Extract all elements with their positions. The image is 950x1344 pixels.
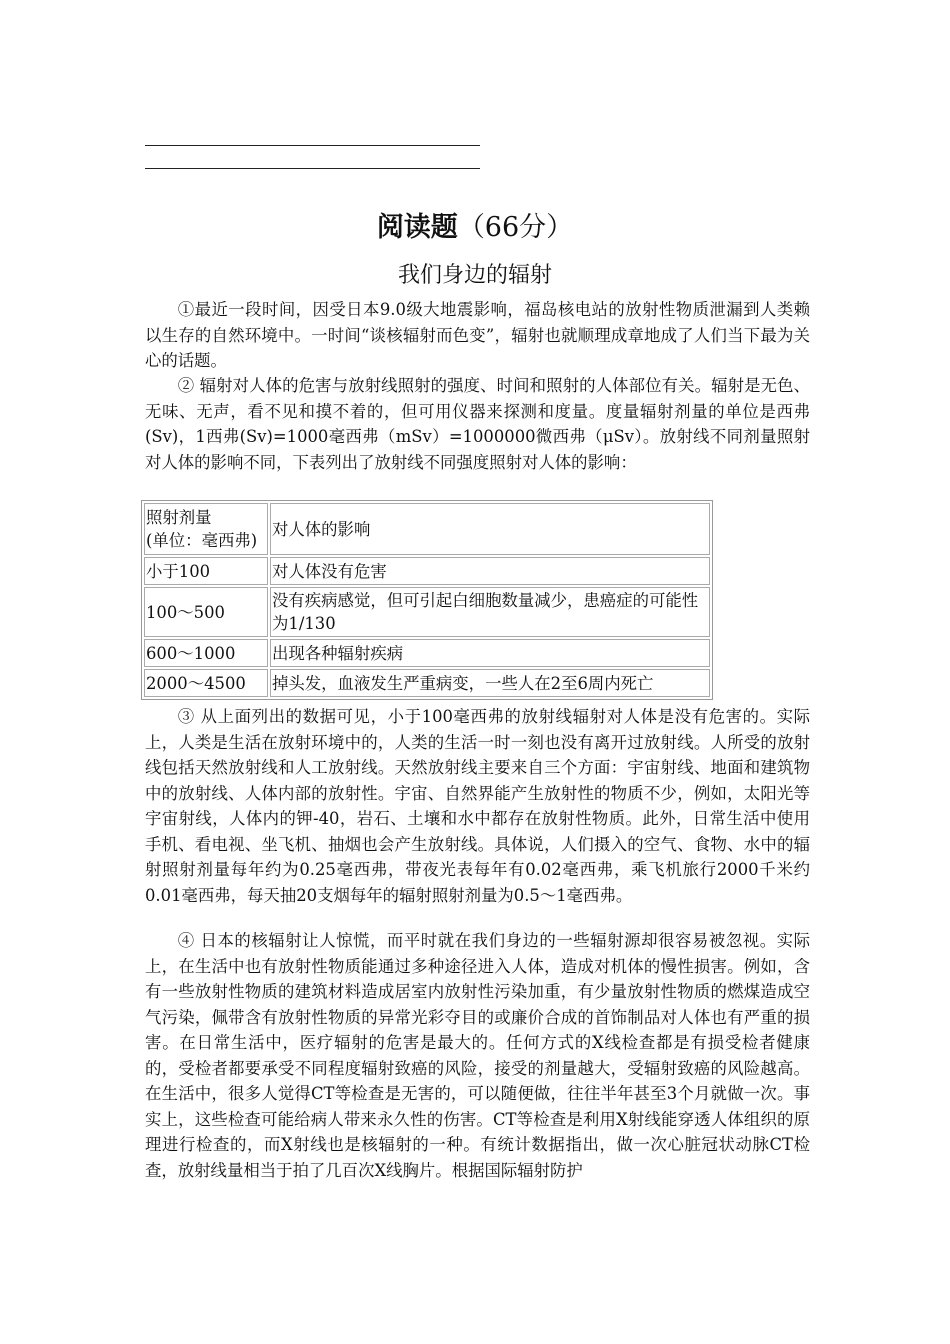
header-dose-line1: 照射剂量 bbox=[146, 508, 212, 527]
dose-cell: 小于100 bbox=[144, 557, 268, 585]
table-row bbox=[144, 669, 710, 697]
dose-cell: 2000～4500 bbox=[144, 669, 268, 697]
paragraph-1-text: ①最近一段时间，因受日本9.0级大地震影响，福岛核电站的放射性物质泄漏到人类赖以生存的自然环境中。一时间“谈核辐射而色变”，辐射也就顺理成章地成了人们当下最为关心的话题。 bbox=[145, 300, 810, 370]
paragraph-2 bbox=[145, 373, 810, 475]
paragraph-3-text: ③ 从上面列出的数据可见，小于100毫西弗的放射线辐射对人体是没有危害的。实际上，人类是生活在放射环境中的，人类的生活一时一刻也没有离开过放射线。人所受的放射线包括天然放射线和人工放射线。天然放射线主要来自三个方面：宇宙射线、地面和建筑物中的放射线、人体内部的放射性。宇宙、自然界能产生放射性的物质不少，例如，太阳光等宇宙射线，人体内的钾-40，岩石、土壤和水中都存在放射性物质。此外，日常生活中使用手机、看电视、坐飞机、抽烟也会产生放射线。具体说，人们摄入的空气、食物、水中的辐射照射剂量每年约为0.25毫西弗，带夜光表每年有0.02毫西弗，乘飞机旅行2000千米约0.01毫西弗，每天抽20支烟每年的辐射照射剂量为0.5～1毫西弗。 bbox=[145, 707, 810, 905]
article-title: 我们身边的辐射 bbox=[397, 263, 552, 288]
dose-cell: 600～1000 bbox=[144, 639, 268, 667]
effect-cell: 对人体没有危害 bbox=[270, 557, 710, 585]
table-header-row bbox=[144, 503, 710, 555]
table-row bbox=[144, 557, 710, 585]
header-dose-line2: (单位：毫西弗) bbox=[146, 531, 258, 550]
table-row bbox=[144, 639, 710, 667]
paragraph-4 bbox=[145, 928, 810, 1183]
paragraph-3 bbox=[145, 704, 810, 908]
dose-cell: 100～500 bbox=[144, 587, 268, 637]
header-dose-cell bbox=[144, 503, 268, 555]
section-score: （66分） bbox=[457, 212, 574, 243]
paragraph-2-text: ② 辐射对人体的危害与放射线照射的强度、时间和照射的人体部位有关。辐射是无色、无味、无声，看不见和摸不着的，但可用仪器来探测和度量。度量辐射剂量的单位是西弗(Sv)，1西弗(Sv)=1000毫西弗（mSv）=1000000微西弗（μSv）。放射线不同剂量照射对人体的影响不同，下表列出了放射线不同强度照射对人体的影响： bbox=[145, 376, 810, 472]
answer-line-1 bbox=[145, 145, 480, 146]
paragraph-1 bbox=[145, 297, 810, 374]
answer-line-2 bbox=[145, 168, 480, 169]
effect-cell: 掉头发，血液发生严重病变，一些人在2至6周内死亡 bbox=[270, 669, 710, 697]
paragraph-4-text: ④ 日本的核辐射让人惊慌，而平时就在我们身边的一些辐射源却很容易被忽视。实际上，在生活中也有放射性物质能通过多种途径进入人体，造成对机体的慢性损害。例如，含有一些放射性物质的建筑材料造成居室内放射性污染加重，有少量放射性物质的燃煤造成空气污染，佩带含有放射性物质的异常光彩夺目的或廉价合成的首饰制品对人体也有严重的损害。在日常生活中，医疗辐射的危害是最大的。任何方式的X线检查都是有损受检者健康的，受检者都要承受不同程度辐射致癌的风险，接受的剂量越大，受辐射致癌的风险越高。在生活中，很多人觉得CT等检查是无害的，可以随便做，往往半年甚至3个月就做一次。事实上，这些检查可能给病人带来永久性的伤害。CT等检查是利用X射线能穿透人体组织的原理进行检查的，而X射线也是核辐射的一种。有统计数据指出，做一次心脏冠状动脉CT检查，放射线量相当于拍了几百次X线胸片。根据国际辐射防护 bbox=[145, 931, 810, 1180]
effect-cell: 出现各种辐射疾病 bbox=[270, 639, 710, 667]
table-row bbox=[144, 587, 710, 637]
section-title-main: 阅读题 bbox=[376, 212, 458, 243]
effect-cell: 没有疾病感觉，但可引起白细胞数量减少，患癌症的可能性为1/130 bbox=[270, 587, 710, 637]
radiation-dose-table bbox=[141, 500, 713, 700]
header-effect-cell: 对人体的影响 bbox=[270, 503, 710, 555]
section-title bbox=[0, 205, 950, 244]
